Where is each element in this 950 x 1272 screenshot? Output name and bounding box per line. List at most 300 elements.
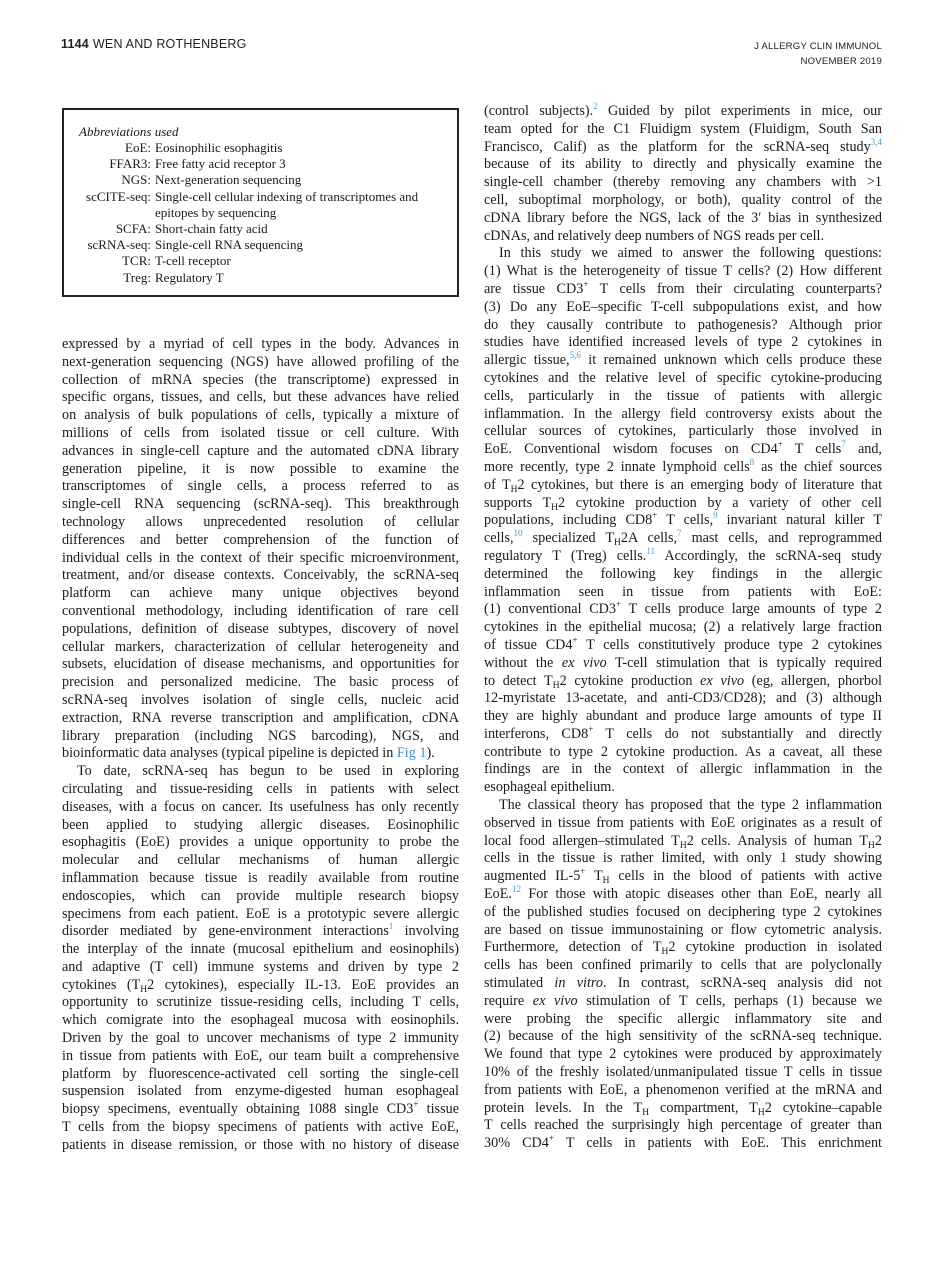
text-run: Accordingly, the scRNA-seq study — [654, 547, 882, 564]
text-run: treatment, and/or disease contexts. Conceivably, the scRNA-seq — [62, 567, 459, 584]
text-run: millions of cells from isolated tissue or cell culture. With — [62, 424, 459, 441]
citation-link[interactable]: 8 — [749, 456, 755, 467]
abbreviation-term: TCR: — [122, 253, 151, 269]
abbreviation-definition: Regulatory T — [155, 269, 224, 285]
text-run: cDNA library before the NGS, lack of the 3′ bias in synthesized — [484, 209, 882, 226]
text-line — [62, 372, 459, 390]
abbreviations-title: Abbreviations used — [79, 124, 179, 139]
text-run: inflammation because tissue is readily available from routine — [62, 869, 459, 886]
text-run: studies have identified increased levels of type 2 cytokines in — [484, 334, 882, 351]
text-run: augmented IL-5 — [484, 868, 581, 885]
text-run: interferons, CD8 — [484, 725, 589, 742]
text-run: next-generation sequencing (NGS) have allowed profiling of the — [62, 353, 459, 370]
text-run: Guided by pilot experiments in mice, our — [597, 103, 882, 119]
text-run: endoscopies, which can provide multiple research biopsy — [62, 887, 459, 904]
text-run: Driven by the goal to uncover mechanisms of type 2 immunity — [62, 1030, 459, 1047]
text-run: T cells reached the surprisingly high percentage of greater than — [484, 1117, 882, 1134]
text-line — [62, 1083, 459, 1101]
text-run: . In contrast, scRNA-seq analysis did not — [603, 975, 882, 992]
text-line — [62, 1048, 459, 1066]
text-run: (2) because of the high sensitivity of the scRNA-seq technique. — [484, 1028, 882, 1045]
text-run: single-cell RNA sequencing (scRNA-seq). This breakthrough — [62, 496, 459, 513]
text-run: require — [484, 992, 533, 1009]
abbreviation-definition: Short-chain fatty acid — [155, 221, 268, 237]
text-run: Francisco, Calif) as the platform for the scRNA-seq study — [484, 138, 871, 155]
text-run: 2 cytokine production — [559, 672, 701, 689]
text-run: to detect T — [484, 672, 553, 689]
text-line — [484, 1046, 882, 1064]
text-line — [62, 710, 459, 728]
text-run: platform can achieve many unique objectives beyond — [62, 585, 459, 602]
citation-link[interactable]: 12 — [511, 884, 521, 895]
text-line — [484, 121, 882, 139]
text-line — [62, 781, 459, 799]
text-run: 2 cytokine–capable — [764, 1099, 883, 1116]
text-line — [62, 888, 459, 906]
running-header-left — [61, 37, 247, 51]
text-line — [62, 977, 459, 995]
text-run: library preparation (including NGS barcoding), NGS, and — [62, 727, 459, 744]
text-line — [484, 228, 882, 246]
text-run: determined the following key findings in the allergic — [484, 565, 882, 582]
text-run: ). — [426, 745, 435, 762]
abbreviation-definition: Single-cell RNA sequencing — [155, 237, 304, 253]
text-line — [484, 103, 882, 121]
text-run: patients in disease remission, or those with no history of disease — [62, 1136, 459, 1153]
text-line — [484, 210, 882, 228]
text-run: stimulated — [484, 975, 555, 992]
text-run: individual cells in the context of their specific microenvironment, — [62, 549, 459, 566]
subscript: H — [551, 502, 559, 513]
superscript: + — [616, 599, 622, 610]
subscript: H — [140, 984, 148, 995]
text-run: cells, — [484, 530, 514, 547]
text-line — [62, 354, 459, 372]
text-run: 2 cytokine production by a variety of other cell — [558, 494, 882, 511]
text-line — [62, 1101, 459, 1119]
citation-link[interactable]: 11 — [646, 545, 655, 556]
text-run: 12-myristate 13-acetate, and anti-CD3/CD28); and (3) although — [484, 690, 882, 707]
text-run: biopsy specimens, eventually obtaining 1088 single CD3 — [62, 1101, 414, 1118]
superscript: + — [413, 1099, 419, 1110]
abbreviation-term: scCITE-seq: — [86, 188, 151, 204]
text-run: 2 cells. Analysis of human T — [686, 832, 869, 849]
text-line — [62, 585, 459, 603]
text-line — [484, 156, 882, 174]
text-line — [484, 833, 882, 851]
text-run: In this study we aimed to answer the following questions: — [499, 245, 882, 262]
text-line — [62, 994, 459, 1012]
text-run: on analysis of bulk populations of cells, typically a mixture of — [62, 407, 459, 424]
text-run: T cells produce large amounts of type 2 — [621, 601, 883, 618]
text-line — [62, 407, 459, 425]
abbreviation-definition: Next-generation sequencing — [155, 172, 302, 188]
citation-link[interactable]: 5,6 — [569, 350, 581, 361]
text-run: it remained unknown which cells produce these — [580, 352, 882, 369]
text-line — [62, 1066, 459, 1084]
text-line — [484, 334, 882, 352]
text-run: cytokines (T — [62, 976, 141, 993]
text-line — [62, 1119, 459, 1137]
superscript: + — [548, 1133, 554, 1144]
text-line — [484, 761, 882, 779]
text-line — [62, 425, 459, 443]
text-line — [62, 550, 459, 568]
abbreviation-term: scRNA-seq: — [87, 237, 151, 253]
text-run: (control subjects). — [484, 103, 594, 119]
text-line — [62, 923, 459, 941]
text-line — [62, 728, 459, 746]
text-run: esophageal epithelium. — [484, 779, 615, 796]
text-line — [484, 512, 882, 530]
text-line — [484, 744, 882, 762]
text-run: observed in tissue from patients with EoE originates as a result of — [484, 814, 882, 831]
text-run: cells, particularly in the tissue of patients with allergic — [484, 387, 882, 404]
text-run: involving — [393, 923, 460, 940]
text-line — [484, 957, 882, 975]
text-run: T cells from the biopsy specimens of patients with active EoE, — [62, 1119, 459, 1136]
superscript: + — [777, 439, 783, 450]
abbreviation-definition: Single-cell cellular indexing of transcriptomes and epitopes by sequencing — [155, 188, 419, 220]
text-run: T cells from their circulating counterparts? — [588, 280, 882, 297]
text-run: T cells in patients with EoE. This enrichment — [553, 1135, 883, 1152]
text-run: in tissue from patients with EoE, our team built a comprehensive — [62, 1047, 459, 1064]
superscript: + — [572, 634, 578, 645]
figure-link[interactable]: Fig 1 — [396, 745, 427, 762]
text-run: specific organs, tissues, and cells, but these advances have relied — [62, 389, 459, 406]
text-run: disorder mediated by gene-environment interactions — [62, 923, 389, 940]
text-run: populations, including CD8 — [484, 512, 653, 529]
text-run: from patients with EoE, a phenomenon verified at the mRNA and — [484, 1081, 882, 1098]
italic-text: ex vivo — [532, 992, 578, 1009]
text-run: For those with atopic diseases other than EoE, nearly all — [520, 886, 882, 903]
text-run: tissue — [418, 1101, 459, 1118]
text-line — [62, 817, 459, 835]
text-run: We found that type 2 cytokines were produced by approximately — [484, 1046, 882, 1063]
citation-link[interactable]: 7 — [677, 528, 682, 539]
text-line — [62, 674, 459, 692]
text-run: of the published studies focused on deciphering type 2 cytokines — [484, 903, 882, 920]
subscript: H — [661, 947, 669, 958]
text-run: and, — [845, 441, 882, 458]
text-run: cells in the blood of patients with active — [609, 868, 882, 885]
text-line — [484, 245, 882, 263]
text-run: (1) What is the heterogeneity of tissue T cells? (2) How different — [484, 263, 882, 280]
text-line — [484, 655, 882, 673]
text-line — [62, 941, 459, 959]
text-run: were probing the specific allergic inflammatory site and — [484, 1010, 882, 1027]
text-run: 30% CD4 — [484, 1135, 549, 1152]
text-run: T cells constitutively produce type 2 cytokines — [577, 636, 882, 653]
citation-link[interactable]: 9 — [713, 510, 718, 521]
text-run: 2 cytokines, but there is an emerging body of literature that — [517, 476, 883, 493]
abbreviation-row — [64, 172, 457, 188]
paragraph — [62, 336, 459, 763]
text-run: they are highly abundant and produce large amounts of type II — [484, 708, 882, 725]
superscript: + — [583, 278, 589, 289]
text-line — [484, 619, 882, 637]
text-line — [484, 975, 882, 993]
text-line — [484, 815, 882, 833]
text-line — [62, 478, 459, 496]
italic-text: ex vivo — [561, 654, 607, 671]
text-line — [484, 922, 882, 940]
text-run: been applied to studying allergic diseases. Eosinophilic — [62, 816, 459, 833]
text-run: molecular and cellular mechanisms of human allergic — [62, 852, 459, 869]
abbreviation-row — [64, 221, 457, 237]
text-line — [62, 443, 459, 461]
text-run: findings are in the context of allergic inflammation in the — [484, 761, 882, 778]
text-run: of tissue CD4 — [484, 636, 573, 653]
text-run: stimulation of T cells, perhaps (1) because we — [577, 992, 882, 1009]
text-line — [484, 850, 882, 868]
text-line — [484, 601, 882, 619]
superscript: + — [652, 510, 658, 521]
text-line — [62, 959, 459, 977]
text-run: cell, suboptimal morphology, or both), quality control of the — [484, 191, 882, 208]
subscript: H — [679, 840, 687, 851]
text-run: T cells, — [657, 512, 714, 529]
subscript: H — [552, 680, 560, 691]
citation-link[interactable]: 1 — [388, 921, 394, 932]
text-line — [484, 566, 882, 584]
abbreviation-term: NGS: — [121, 172, 151, 188]
text-run: local food allergen–stimulated T — [484, 832, 680, 849]
text-line — [484, 263, 882, 281]
text-run: because of its ability to directly and physically examine the — [484, 156, 882, 173]
text-run: mast cells, and reprogrammed — [681, 530, 882, 547]
text-line — [484, 317, 882, 335]
text-line — [62, 745, 459, 763]
subscript: H — [868, 840, 875, 851]
subscript: H — [510, 484, 518, 495]
text-line — [484, 1028, 882, 1046]
text-run: opportunity to scrutinize tissue-residing cells, including T cells, — [62, 994, 459, 1011]
text-line — [484, 993, 882, 1011]
text-line — [62, 1012, 459, 1030]
text-line — [484, 904, 882, 922]
italic-text: ex vivo — [700, 672, 745, 689]
abbreviation-definition: Free fatty acid receptor 3 — [155, 156, 286, 172]
running-authors: WEN AND ROTHENBERG — [92, 37, 247, 51]
text-run: diseases, with a focus on cancer. Its usefulness has only recently — [62, 798, 459, 815]
text-run: 2 cytokines), especially IL-13. EoE provides an — [147, 976, 459, 993]
text-run: platform by fluorescence-activated cell sorting the single-cell — [62, 1065, 459, 1082]
text-line — [484, 423, 882, 441]
text-run: EoE. — [484, 886, 512, 903]
text-line — [484, 456, 882, 477]
running-header-right — [754, 39, 882, 69]
text-line — [62, 1137, 459, 1155]
text-run: T cells — [782, 441, 842, 458]
text-line — [62, 461, 459, 479]
text-run: as the chief sources — [754, 458, 882, 475]
text-line — [484, 545, 882, 566]
text-run: populations, definition of disease subtypes, discovery of novel — [62, 620, 459, 637]
text-run: regulatory T (Treg) cells. — [484, 547, 647, 564]
abbreviation-term: FFAR3: — [109, 156, 151, 172]
text-run: T-cell stimulation that is typically required — [606, 654, 882, 671]
text-line — [484, 886, 882, 904]
text-line — [484, 1011, 882, 1029]
abbreviations-list — [64, 140, 457, 286]
abbreviations-box — [62, 108, 459, 297]
text-run: allergic tissue, — [484, 352, 570, 369]
text-line — [484, 1064, 882, 1082]
abbreviation-row — [64, 253, 457, 269]
text-run: 2A cells, — [620, 530, 678, 547]
text-run: technology allows unprecedented resolution of cellular — [62, 513, 459, 530]
text-run: cellular sources of cytokines, particularly those involved in — [484, 423, 882, 440]
left-text-column — [62, 336, 459, 1155]
abbreviation-definition: T-cell receptor — [155, 253, 231, 269]
text-run: (1) conventional CD3 — [484, 601, 617, 618]
subscript: H — [757, 1107, 765, 1118]
text-run: inflammation. In the allergy field controversy exists about the — [484, 405, 882, 422]
text-run: without the — [484, 654, 562, 671]
text-line — [484, 192, 882, 210]
text-line — [484, 1082, 882, 1100]
text-run: cells in the tissue is rather limited, with only 1 study showing — [484, 850, 882, 867]
text-line — [62, 639, 459, 657]
superscript: + — [588, 723, 594, 734]
abbreviation-row — [64, 189, 457, 221]
text-line — [484, 868, 882, 886]
text-line — [62, 692, 459, 710]
text-run: suspension isolated from enzyme-digested human esophageal — [62, 1083, 459, 1100]
right-text-column — [484, 103, 882, 1153]
text-run: (3) Do any EoE–specific T-cell subpopulations exist, and how — [484, 298, 882, 315]
text-run: team opted for the C1 Fluidigm system (Fluidigm, South San — [484, 120, 882, 137]
text-run: 2 — [874, 832, 882, 849]
text-run: transcriptomes of single cells, a process referred to as — [62, 478, 459, 495]
text-line — [62, 852, 459, 870]
abbreviation-row — [64, 270, 457, 286]
text-run: cDNAs, and relatively deep numbers of NGS reads per cell. — [484, 227, 824, 244]
paragraph — [484, 103, 882, 245]
text-line — [62, 870, 459, 888]
text-run: cellular markers, characterization of cellular heterogeneity and — [62, 638, 459, 655]
citation-link[interactable]: 2 — [593, 101, 598, 111]
text-line — [484, 174, 882, 192]
text-run: precision and personalized medicine. The basic process of — [62, 674, 459, 691]
abbreviation-row — [64, 140, 457, 156]
text-run: invariant natural killer T — [717, 512, 882, 529]
text-run: specialized T — [522, 530, 615, 547]
text-line — [484, 406, 882, 424]
abbreviation-row — [64, 237, 457, 253]
page-number: 1144 — [61, 37, 89, 51]
abbreviation-term: Treg: — [123, 269, 151, 285]
text-run: are based on tissue immunostaining or flow cytometric analysis. — [484, 921, 882, 938]
text-run: advances in single-cell capture and the automated cDNA library — [62, 442, 459, 459]
text-line — [62, 336, 459, 354]
text-run: cytokines in the epithelial mucosa; (2) a relatively large fraction — [484, 619, 882, 636]
text-line — [62, 834, 459, 852]
citation-link[interactable]: 3,4 — [870, 136, 882, 147]
text-run: (eg, allergen, phorbol — [744, 672, 882, 689]
text-line — [484, 388, 882, 406]
text-run: EoE. Conventional wisdom focuses on CD4 — [484, 441, 778, 458]
text-run: generation pipeline, it is now possible to examine the — [62, 460, 459, 477]
text-line — [62, 906, 459, 924]
subscript: H — [642, 1107, 650, 1118]
text-line — [484, 673, 882, 691]
text-line — [62, 621, 459, 639]
text-run: 10% of the freshly isolated/unmanipulated tissue T cells in tissue — [484, 1064, 882, 1081]
text-run: protein levels. In the T — [484, 1099, 643, 1116]
text-run: which comigrate into the esophageal mucosa with eosinophils. — [62, 1012, 459, 1029]
text-line — [484, 299, 882, 317]
text-run: collection of mRNA species (the transcriptome) expressed in — [62, 371, 459, 388]
text-line — [484, 1117, 882, 1135]
text-run: esophagitis (EoE) provides a unique opportunity to probe the — [62, 834, 459, 851]
text-line — [484, 584, 882, 602]
text-line — [62, 603, 459, 621]
text-run: do they causally contribute to pathogenesis? Although prior — [484, 316, 882, 333]
abbreviation-term: SCFA: — [115, 221, 151, 237]
italic-text: in vitro — [554, 975, 604, 992]
text-run: supports T — [484, 494, 552, 511]
text-line — [62, 763, 459, 781]
text-line — [484, 530, 882, 548]
text-run: subsets, elucidation of disease mechanisms, and opportunities for — [62, 656, 459, 673]
text-line — [484, 797, 882, 815]
abbreviation-definition: Eosinophilic esophagitis — [155, 140, 283, 155]
text-line — [62, 799, 459, 817]
text-line — [484, 723, 882, 744]
text-line — [484, 779, 882, 797]
text-line — [484, 352, 882, 370]
abbreviation-term: EoE: — [125, 140, 151, 155]
text-run: expressed by a myriad of cell types in the body. Advances in — [62, 336, 459, 352]
citation-link[interactable]: 10 — [513, 528, 523, 539]
text-run: more recently, type 2 innate lymphoid cells — [484, 458, 750, 475]
subscript: H — [602, 876, 610, 887]
paragraph — [62, 763, 459, 1155]
text-line — [62, 656, 459, 674]
text-line — [62, 514, 459, 532]
text-line — [484, 495, 882, 513]
text-run: of T — [484, 476, 511, 493]
text-run: circulating and tissue-residing cells in patients with select — [62, 780, 459, 797]
text-line — [484, 278, 882, 299]
text-run: are tissue CD3 — [484, 280, 584, 297]
text-line — [62, 567, 459, 585]
journal-name: J ALLERGY CLIN IMMUNOL — [754, 41, 882, 52]
paragraph — [484, 797, 882, 1153]
text-run: inflammation seen in tissue from patients with EoE: — [484, 583, 882, 600]
text-run: compartment, T — [649, 1099, 758, 1116]
text-run: contribute to type 2 cytokine production. As a caveat, all these — [484, 743, 882, 760]
paragraph — [484, 245, 882, 797]
text-line — [62, 496, 459, 514]
text-run: 2 cytokine production in isolated — [668, 939, 882, 956]
text-run: cells has been confined primarily to cells that are polyclonally — [484, 957, 882, 974]
abbreviation-row — [64, 156, 457, 172]
text-line — [484, 1135, 882, 1153]
text-line — [484, 370, 882, 388]
text-line — [484, 634, 882, 655]
text-line — [62, 1030, 459, 1048]
text-run: and adaptive (T cell) immune systems and driven by type 2 — [62, 958, 459, 975]
text-run: differences and better comprehension of the function of — [62, 531, 459, 548]
citation-link[interactable]: 7 — [841, 439, 846, 450]
text-run: single-cell chamber (thereby removing any chambers with >1 — [484, 174, 882, 191]
issue-date: NOVEMBER 2019 — [800, 56, 882, 67]
text-run: bioinformatic data analyses (typical pipeline is depicted in — [62, 745, 397, 762]
text-run: conventional methodology, including identification of rare cell — [62, 602, 459, 619]
